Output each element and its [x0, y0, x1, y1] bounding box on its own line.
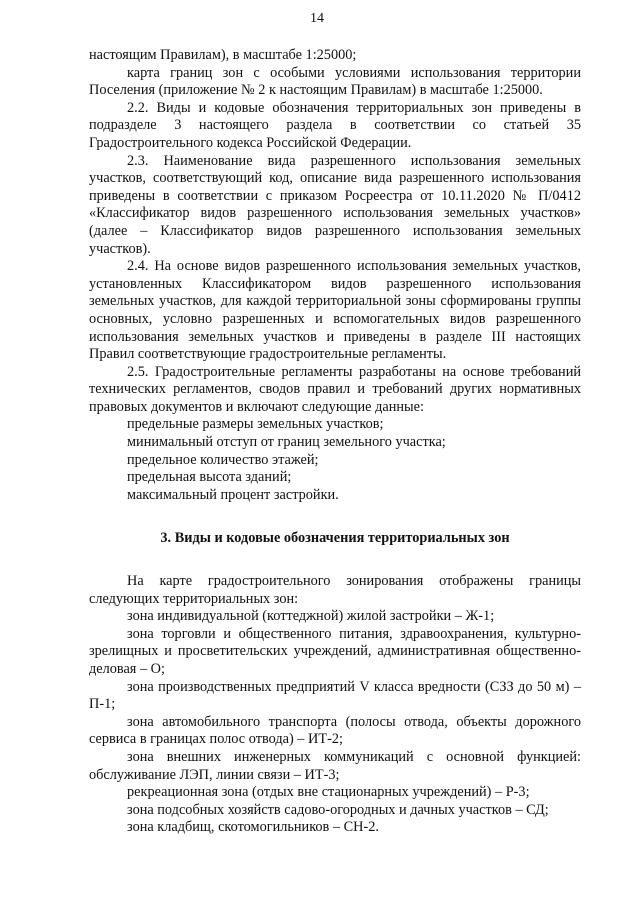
zone-list — [89, 608, 581, 837]
paragraph-2-3: 2.3. Наименование вида разрешенного использования земельных участков, соответствующий код, описание вида разрешенного использования приведены в соответствии с приказом Росреестра от 10.11.2020 № П/0412 «Классификатор видов разрешенного использования земельных участков» (далее – Классификатор видов разрешенного использования земельных участков). — [89, 152, 581, 257]
section-intro: На карте градостроительного зонирования отображены границы следующих территориальных зон: — [89, 573, 581, 607]
list-item: предельная высота зданий; — [127, 469, 292, 486]
list-item: предельные размеры земельных участков; — [127, 416, 384, 433]
zone-item: зона подсобных хозяйств садово-огородных и дачных участков – СД; — [127, 801, 549, 818]
zone-item: зона торговли и общественного питания, здравоохранения, культурно-зрелищных и просветительских учреждений, административная общественно-деловая – О; — [89, 625, 581, 677]
page-number: 14 — [310, 11, 324, 26]
text-line: настоящим Правилам), в масштабе 1:25000; — [89, 47, 357, 63]
document-body — [89, 47, 581, 837]
paragraph-2-4: 2.4. На основе видов разрешенного использования земельных участков, установленных Классификатором видов разрешенного использования земельных участков, для каждой территориальной зоны сформированы группы основных, условно разрешенных и вспомогательных видов разрешенного использования земельных участков и приведены в разделе III настоящих Правил соответствующие градостроительные регламенты. — [89, 258, 581, 363]
zone-item: зона индивидуальной (коттеджной) жилой застройки – Ж-1; — [127, 608, 495, 625]
zone-item: зона кладбищ, скотомогильников – СН-2. — [127, 819, 379, 836]
zone-item: зона производственных предприятий V класса вредности (СЗЗ до 50 м) – П-1; — [89, 678, 581, 713]
zone-item: рекреационная зона (отдых вне стационарных учреждений) – Р-3; — [127, 784, 530, 801]
list-item: минимальный отступ от границ земельного участка; — [127, 434, 446, 451]
section-heading: 3. Виды и кодовые обозначения территориальных зон — [160, 530, 510, 547]
list-item: максимальный процент застройки. — [127, 486, 339, 503]
paragraph-2-2: 2.2. Виды и кодовые обозначения территориальных зон приведены в подразделе 3 настоящего раздела в соответствии со статьей 35 Градостроительного кодекса Российской Федерации. — [89, 99, 581, 151]
data-list — [89, 416, 581, 504]
paragraph-map-list: карта границ зон с особыми условиями использования территории Поселения (приложение № 2 к настоящим Правилам) в масштабе 1:25000. — [89, 64, 581, 99]
list-item: предельное количество этажей; — [127, 451, 319, 468]
zone-item: зона автомобильного транспорта (полосы отвода, объекты дорожного сервиса в границах полос отвода) – ИТ-2; — [89, 713, 581, 748]
paragraph-2-5: 2.5. Градостроительные регламенты разработаны на основе требований технических регламентов, сводов правил и требований других нормативных правовых документов и включают следующие данные: — [89, 363, 581, 415]
zone-item: зона внешних инженерных коммуникаций с основной функцией: обслуживание ЛЭП, линии связи – ИТ-3; — [89, 748, 581, 783]
